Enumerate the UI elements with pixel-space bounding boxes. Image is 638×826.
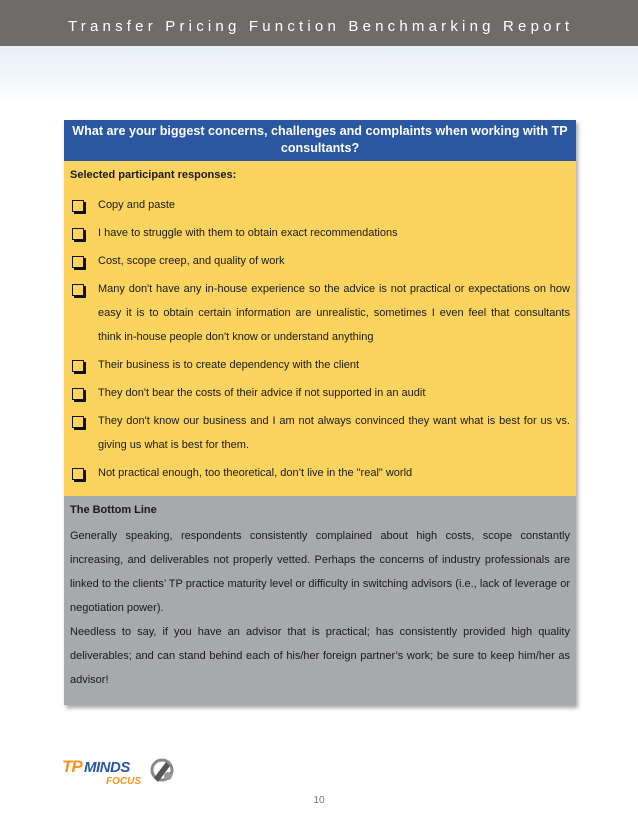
response-text: I have to struggle with them to obtain exact recommendations [98,227,398,239]
response-text: Not practical enough, too theoretical, don’t live in the "real" world [98,467,413,479]
bottom-line-section [64,496,576,705]
bottom-line-paragraph: Generally speaking, respondents consistently complained about high costs, scope constantly increasing, and deliverables not properly vetted. Perhaps the concerns of industry professionals are linked to the clients’ TP practice maturity level or difficulty in switching advisors (i.e., lack of leverage or negotiation power). [70,530,570,614]
response-item [70,353,570,377]
response-item [70,221,570,245]
response-text: They don't know our business and I am not always convinced they want what is best for us vs. giving us what is best for them. [98,415,570,451]
checkbox-bullet-icon [72,468,84,480]
tpminds-focus-logo [62,754,182,788]
response-text: Their business is to create dependency with the client [98,359,360,371]
report-title: Transfer Pricing Function Benchmarking Report [68,18,574,35]
response-text: Many don't have any in-house experience so the advice is not practical or expectations on how easy it is to obtain certain information are unrealistic, sometimes I even feel that consultants think in-house people don't know or understand anything [98,283,570,343]
checkbox-bullet-icon [72,360,84,372]
response-item [70,461,570,485]
response-item [70,381,570,405]
checkbox-bullet-icon [72,284,84,296]
report-header [0,0,638,46]
response-item [70,249,570,273]
checkbox-bullet-icon [72,256,84,268]
question-banner [64,120,576,161]
tpminds-logo-icon [62,754,182,788]
response-text: Cost, scope creep, and quality of work [98,255,285,267]
response-text: Copy and paste [98,199,176,211]
response-text: They don't bear the costs of their advice if not supported in an audit [98,387,426,399]
header-gradient [0,46,638,106]
question-line-2: consultants? [280,141,360,155]
bottom-line-heading: The Bottom Line [70,504,157,516]
survey-card [64,120,576,705]
checkbox-bullet-icon [72,388,84,400]
checkbox-bullet-icon [72,228,84,240]
svg-text:FOCUS: FOCUS [106,776,141,787]
response-item [70,193,570,217]
responses-section [64,161,576,496]
responses-heading: Selected participant responses: [70,169,237,181]
checkbox-bullet-icon [72,200,84,212]
response-item [70,409,570,457]
question-line-1: What are your biggest concerns, challenges and complaints when working with TP [72,124,568,138]
svg-text:TP: TP [62,757,82,776]
checkbox-bullet-icon [72,416,84,428]
page-number: 10 [313,795,325,806]
bottom-line-paragraph: Needless to say, if you have an advisor that is practical; has consistently provided high quality deliverables; and can stand behind each of his/her foreign partner’s work; be sure to keep him/her as advisor! [70,626,570,686]
svg-text:MINDS: MINDS [84,759,130,776]
response-item [70,277,570,349]
